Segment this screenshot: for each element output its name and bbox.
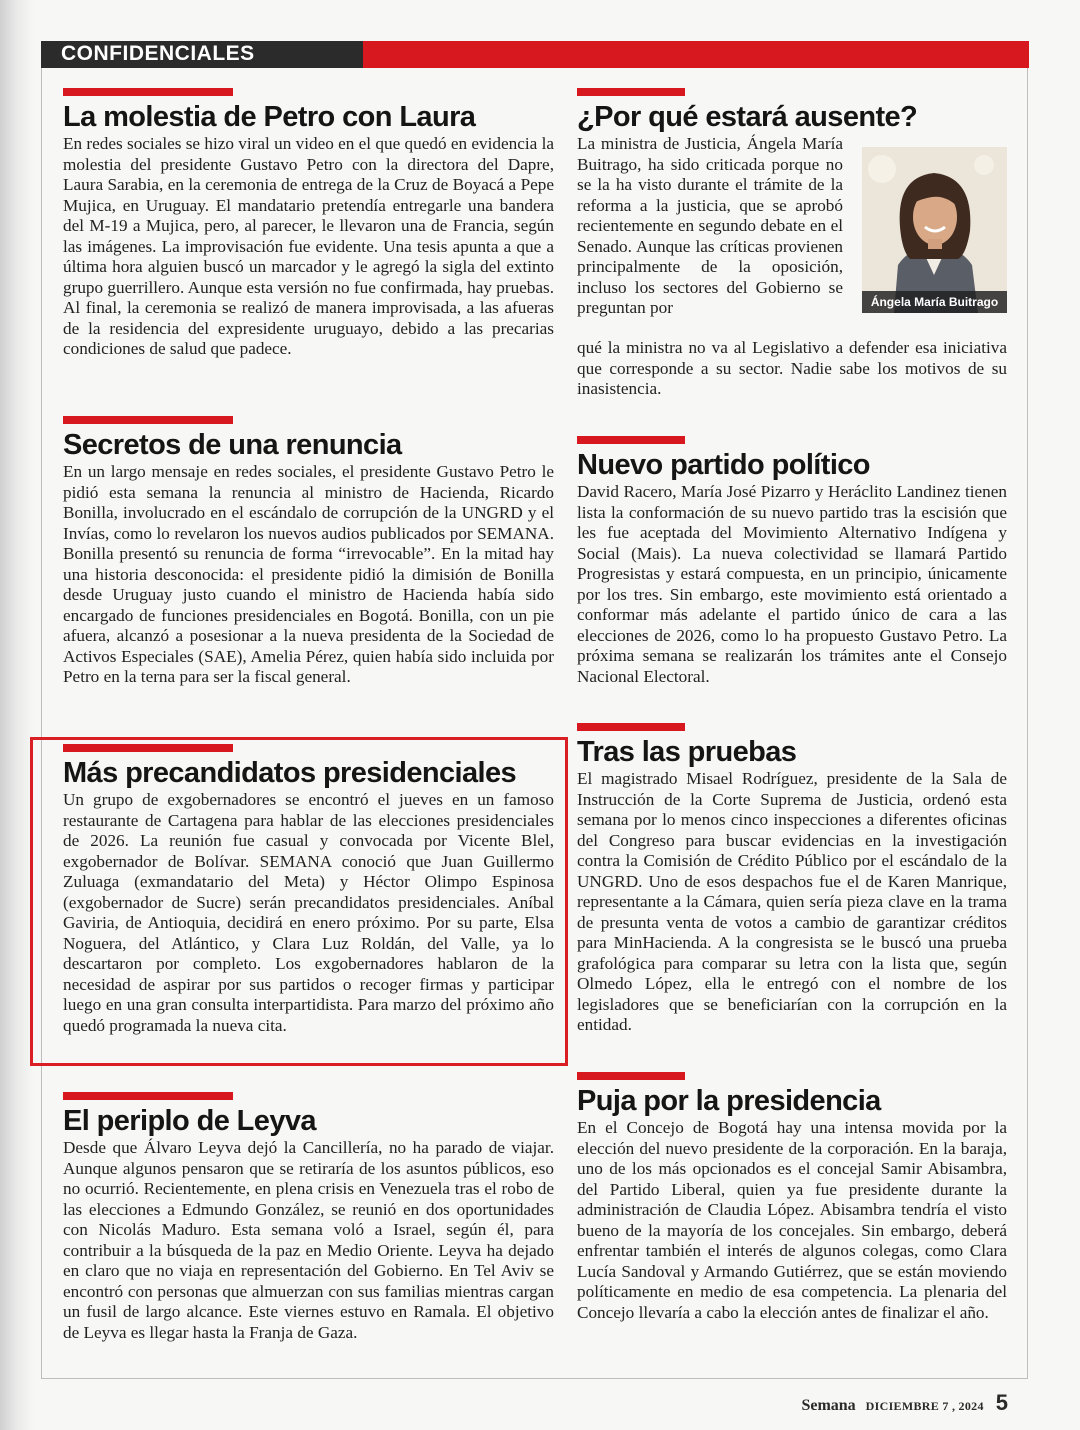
issue-date: DICIEMBRE 7 , 2024: [865, 1399, 984, 1413]
article-red-bar: [577, 1072, 685, 1080]
article-body: El magistrado Misael Rodríguez, presidente de la Sala de Instrucción de la Corte Suprema de Justicia, ordenó esta semana por lo menos cinco inspecciones a diferentes oficinas del Congreso para buscar evidencias en la investigación contra la Comisión de Crédito Público por el escándalo de la UNGRD. Uno de esos despachos fue el de Karen Manrique, representante a la Cámara, quien sería pieza clave en la trama de presunta venta de votos a cambio de garantizar créditos para MinHacienda. A la congresista se le buscó una prueba grafológica para comparar su letra con la lista que, según Olmedo López, ella le entregó con el nombre de los legisladores que se beneficiarían con la corrupción en la entidad.: [577, 769, 1007, 1034]
article-title: La molestia de Petro con Laura: [63, 101, 476, 133]
section-header: [41, 41, 1029, 68]
article-body-full: qué la ministra no va al Legislativo a defender esa iniciativa que corresponde a su sector. Nadie sabe los motivos de su inasistencia.: [577, 338, 1007, 398]
article-title: El periplo de Leyva: [63, 1105, 316, 1137]
portrait-image: [862, 147, 1007, 313]
section-header-red-block: [363, 41, 1029, 68]
publication-name: Semana: [801, 1397, 856, 1414]
article-title: Secretos de una renuncia: [63, 429, 402, 461]
article-red-bar: [577, 723, 685, 731]
article-body: En el Concejo de Bogotá hay una intensa movida por la elección del nuevo presidente de la corporación. En la baraja, uno de los más opcionados es el concejal Samir Abisambra, del Partido Liberal, quien ya fue presidente durante la administración de Claudia López. Abisambra tendría el visto bueno de la mayoría de los concejales. Sin embargo, deberá enfrentar también el interés de algunos colegas, como Clara Lucía Sandoval y Armando Gutiérrez, que se están moviendo políticamente en medio de esa competencia. La plenaria del Concejo llevaría a cabo la elección antes de finalizar el año.: [577, 1118, 1007, 1322]
article-title: Nuevo partido político: [577, 449, 870, 481]
article-red-bar: [577, 88, 685, 96]
article-title: ¿Por qué estará ausente?: [577, 101, 918, 133]
photo-caption: Ángela María Buitrago: [862, 291, 1007, 313]
section-title: CONFIDENCIALES: [61, 42, 255, 65]
article-red-bar: [63, 88, 233, 96]
article-body: David Racero, María José Pizarro y Heráclito Landinez tienen lista la conformación de su nuevo partido tras la escisión que les fue aceptada del Movimiento Alternativo Indígena y Social (Mais). La nueva colectividad se llamará Partido Progresistas y estará compuesta, en un principio, únicamente por los tres. Sin embargo, este movimiento está orientado a conformar más adelante el partido único de cara a las elecciones de 2026, como lo ha propuesto Gustavo Petro. La próxima semana se realizarán los trámites ante el Consejo Nacional Electoral.: [577, 482, 1007, 686]
article-red-bar: [63, 1092, 233, 1100]
article-body: En redes sociales se hizo viral un video en el que quedó en evidencia la molestia del presidente Gustavo Petro con la directora del Dapre, Laura Sarabia, en la ceremonia de entrega de la Cruz de Boyacá a Pepe Mujica, en Uruguay. El mandatario pretendía entregarle una bandera del M-19 a Mujica, pero, al parecer, le llevaron una de Francia, según las imágenes. La improvisación fue evidente. Una tesis apunta a que a última hora alguien buscó un marcador y le agregó la sigla del extinto grupo guerrillero. Aunque esta versión no fue confirmada, hay pruebas. Al final, la ceremonia se realizó de manera improvisada, a las afueras de la residencia del expresidente uruguayo, debido a las precarias condiciones de salud que padece.: [63, 134, 554, 358]
article-body: Desde que Álvaro Leyva dejó la Cancillería, no ha parado de viajar. Aunque algunos pensaron que se retiraría de los asuntos públicos, eso no ocurrió. Recientemente, en plena crisis en Venezuela tras el robo de las elecciones a Edmundo González, se reunió en dos oportunidades con Nicolás Maduro. Esta semana voló a Israel, según él, para contribuir a la búsqueda de la paz en Medio Oriente. Leyva ha dejado en claro que no viaja en representación del Gobierno. En Tel Aviv se encontró con personas que almuerzan con sus familias mientras cargan un fusil de largo alcance. Este viernes estuvo en Ramala. El objetivo de Leyva es llegar hasta la Franja de Gaza.: [63, 1138, 554, 1342]
article-body-wrapped: La ministra de Justicia, Ángela María Buitrago, ha sido criticada porque no se la ha visto durante el trámite de la reforma a la justicia, que se aprobó recientemente en segundo debate en el Senado. Aunque las críticas provienen principalmente de la oposición, incluso los sectores del Gobierno se preguntan por: [577, 134, 843, 317]
article-title: Puja por la presidencia: [577, 1085, 881, 1117]
article-title: Tras las pruebas: [577, 736, 797, 768]
article-body: En un largo mensaje en redes sociales, el presidente Gustavo Petro le pidió esta semana la renuncia al ministro de Hacienda, Ricardo Bonilla, involucrado en el escándalo de corrupción de la UNGRD y el Invías, como lo revelaron los nuevos audios publicados por SEMANA. Bonilla presentó su renuncia de forma “irrevocable”. En la mitad hay una historia desconocida: el presidente pidió la dimisión de Bonilla desde Uruguay justo cuando el ministro de Hacienda había sido encargado de funciones presidenciales en Bogotá. Bonilla, con un pie afuera, alcanzó a posesionar a la nueva presidenta de la Sociedad de Activos Especiales (SAE), Amelia Pérez, quien había sido incluida por Petro en la terna para ser la fiscal general.: [63, 462, 554, 686]
article-title: Más precandidatos presidenciales: [63, 757, 517, 789]
article-red-bar: [63, 416, 233, 424]
page-number: 5: [995, 1390, 1008, 1415]
photo-angela-maria-buitrago: [862, 147, 1007, 313]
article-red-bar: [63, 744, 233, 752]
article-body: Un grupo de exgobernadores se encontró el jueves en un famoso restaurante de Cartagena para hablar de las elecciones presidenciales de 2026. La reunión fue casual y convocada por Vicente Blel, exgobernador de Bolívar. SEMANA conoció que Juan Guillermo Zuluaga (exmandatario del Meta) y Héctor Olimpo Espinosa (exgobernador de Sucre) serán precandidatos presidenciales. Aníbal Gaviria, de Antioquia, decidirá en enero próximo. Por su parte, Elsa Noguera, del Atlántico, y Clara Luz Roldán, del Valle, ya lo descartaron por completo. Los exgobernadores hablaron de la necesidad de aspirar por sus partidos o recoger firmas y participar luego en una gran consulta interpartidista. Para marzo del próximo año quedó programada la nueva cita.: [63, 790, 554, 1035]
article-red-bar: [577, 436, 685, 444]
page-footer: [801, 1390, 1008, 1416]
